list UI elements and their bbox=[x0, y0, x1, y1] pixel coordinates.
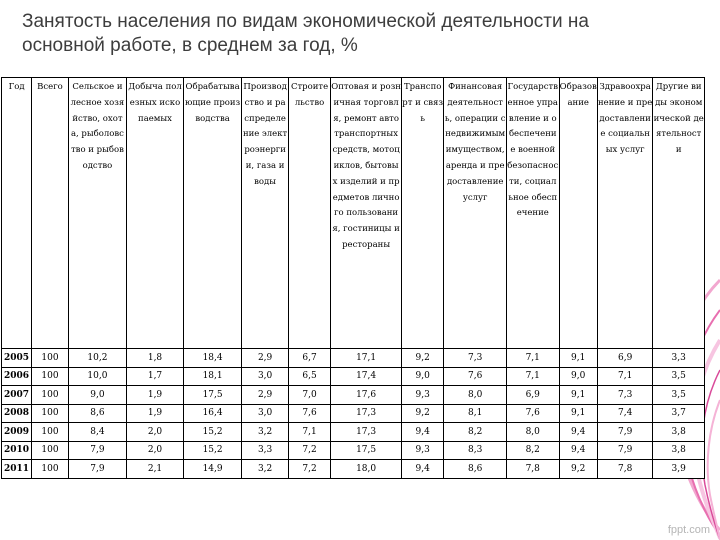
value-cell: 9,2 bbox=[559, 460, 597, 479]
value-cell: 8,2 bbox=[506, 441, 559, 460]
value-cell: 6,9 bbox=[506, 386, 559, 405]
value-cell: 8,3 bbox=[444, 441, 507, 460]
value-cell: 18,1 bbox=[183, 367, 242, 386]
column-header: Добыча полезных ископаемых bbox=[127, 78, 184, 349]
value-cell: 9,2 bbox=[401, 349, 443, 368]
value-cell: 3,3 bbox=[653, 349, 705, 368]
value-cell: 9,0 bbox=[68, 386, 127, 405]
table-row bbox=[2, 386, 705, 405]
value-cell: 2,9 bbox=[242, 386, 288, 405]
column-header: Транспорт и связь bbox=[401, 78, 443, 349]
column-header: Здравоохранение и предоставление социальных услуг bbox=[597, 78, 653, 349]
value-cell: 1,8 bbox=[127, 349, 184, 368]
year-cell: 2011 bbox=[2, 460, 32, 479]
value-cell: 100 bbox=[32, 349, 68, 368]
value-cell: 9,3 bbox=[401, 386, 443, 405]
value-cell: 7,6 bbox=[444, 367, 507, 386]
header-row bbox=[2, 78, 705, 349]
value-cell: 3,2 bbox=[242, 423, 288, 442]
value-cell: 6,9 bbox=[597, 349, 653, 368]
value-cell: 9,3 bbox=[401, 441, 443, 460]
value-cell: 15,2 bbox=[183, 441, 242, 460]
value-cell: 9,0 bbox=[559, 367, 597, 386]
value-cell: 3,8 bbox=[653, 441, 705, 460]
year-cell: 2010 bbox=[2, 441, 32, 460]
value-cell: 8,4 bbox=[68, 423, 127, 442]
value-cell: 7,8 bbox=[506, 460, 559, 479]
year-cell: 2005 bbox=[2, 349, 32, 368]
value-cell: 7,1 bbox=[506, 349, 559, 368]
column-header: Год bbox=[2, 78, 32, 349]
value-cell: 9,4 bbox=[401, 460, 443, 479]
value-cell: 17,5 bbox=[331, 441, 402, 460]
table-row bbox=[2, 367, 705, 386]
year-cell: 2007 bbox=[2, 386, 32, 405]
value-cell: 9,1 bbox=[559, 349, 597, 368]
value-cell: 18,0 bbox=[331, 460, 402, 479]
value-cell: 7,6 bbox=[506, 404, 559, 423]
value-cell: 8,1 bbox=[444, 404, 507, 423]
value-cell: 7,9 bbox=[597, 423, 653, 442]
column-header: Другие виды экономической деятельности bbox=[653, 78, 705, 349]
value-cell: 7,9 bbox=[68, 460, 127, 479]
value-cell: 10,2 bbox=[68, 349, 127, 368]
value-cell: 9,4 bbox=[401, 423, 443, 442]
value-cell: 9,4 bbox=[559, 423, 597, 442]
value-cell: 100 bbox=[32, 460, 68, 479]
value-cell: 17,5 bbox=[183, 386, 242, 405]
watermark: fppt.com bbox=[667, 524, 710, 536]
value-cell: 3,8 bbox=[653, 423, 705, 442]
value-cell: 2,0 bbox=[127, 423, 184, 442]
column-header: Всего bbox=[32, 78, 68, 349]
table-row bbox=[2, 460, 705, 479]
value-cell: 7,0 bbox=[288, 386, 330, 405]
value-cell: 17,3 bbox=[331, 423, 402, 442]
column-header: Обрабатывающие производства bbox=[183, 78, 242, 349]
column-header: Строительство bbox=[288, 78, 330, 349]
value-cell: 7,4 bbox=[597, 404, 653, 423]
value-cell: 15,2 bbox=[183, 423, 242, 442]
value-cell: 7,9 bbox=[597, 441, 653, 460]
value-cell: 9,0 bbox=[401, 367, 443, 386]
value-cell: 7,1 bbox=[288, 423, 330, 442]
value-cell: 3,0 bbox=[242, 367, 288, 386]
value-cell: 8,0 bbox=[506, 423, 559, 442]
column-header: Государственное управление и обеспечение военной безопасности, социальное обеспечение bbox=[506, 78, 559, 349]
value-cell: 14,9 bbox=[183, 460, 242, 479]
value-cell: 17,4 bbox=[331, 367, 402, 386]
value-cell: 17,1 bbox=[331, 349, 402, 368]
value-cell: 7,2 bbox=[288, 441, 330, 460]
value-cell: 9,1 bbox=[559, 386, 597, 405]
value-cell: 100 bbox=[32, 386, 68, 405]
value-cell: 2,0 bbox=[127, 441, 184, 460]
value-cell: 6,7 bbox=[288, 349, 330, 368]
value-cell: 100 bbox=[32, 367, 68, 386]
value-cell: 3,7 bbox=[653, 404, 705, 423]
value-cell: 7,3 bbox=[597, 386, 653, 405]
value-cell: 7,6 bbox=[288, 404, 330, 423]
table-row bbox=[2, 441, 705, 460]
column-header: Финансовая деятельность, операции с недвижимым имуществом, аренда и предоставление услуг bbox=[444, 78, 507, 349]
value-cell: 3,5 bbox=[653, 367, 705, 386]
value-cell: 17,3 bbox=[331, 404, 402, 423]
value-cell: 7,3 bbox=[444, 349, 507, 368]
table-row bbox=[2, 423, 705, 442]
value-cell: 10,0 bbox=[68, 367, 127, 386]
value-cell: 100 bbox=[32, 404, 68, 423]
value-cell: 7,8 bbox=[597, 460, 653, 479]
value-cell: 9,1 bbox=[559, 404, 597, 423]
value-cell: 6,5 bbox=[288, 367, 330, 386]
column-header: Оптовая и розничная торговля, ремонт автотранспортных средств, мотоциклов, бытовых изделий и предметов личного пользования, гостиницы и рестораны bbox=[331, 78, 402, 349]
value-cell: 100 bbox=[32, 441, 68, 460]
value-cell: 18,4 bbox=[183, 349, 242, 368]
value-cell: 2,1 bbox=[127, 460, 184, 479]
value-cell: 100 bbox=[32, 423, 68, 442]
value-cell: 3,5 bbox=[653, 386, 705, 405]
value-cell: 17,6 bbox=[331, 386, 402, 405]
column-header: Производство и распределение электроэнергии, газа и воды bbox=[242, 78, 288, 349]
table-row bbox=[2, 404, 705, 423]
year-cell: 2008 bbox=[2, 404, 32, 423]
value-cell: 1,9 bbox=[127, 386, 184, 405]
value-cell: 16,4 bbox=[183, 404, 242, 423]
value-cell: 8,2 bbox=[444, 423, 507, 442]
value-cell: 3,3 bbox=[242, 441, 288, 460]
value-cell: 7,2 bbox=[288, 460, 330, 479]
year-cell: 2006 bbox=[2, 367, 32, 386]
value-cell: 9,4 bbox=[559, 441, 597, 460]
value-cell: 8,0 bbox=[444, 386, 507, 405]
table-row bbox=[2, 349, 705, 368]
column-header: Сельское и лесное хозяйство, охота, рыболовство и рыбоводство bbox=[68, 78, 127, 349]
value-cell: 7,1 bbox=[506, 367, 559, 386]
value-cell: 8,6 bbox=[444, 460, 507, 479]
value-cell: 2,9 bbox=[242, 349, 288, 368]
value-cell: 1,7 bbox=[127, 367, 184, 386]
value-cell: 1,9 bbox=[127, 404, 184, 423]
employment-table bbox=[1, 77, 705, 479]
value-cell: 7,1 bbox=[597, 367, 653, 386]
value-cell: 8,6 bbox=[68, 404, 127, 423]
value-cell: 3,2 bbox=[242, 460, 288, 479]
year-cell: 2009 bbox=[2, 423, 32, 442]
value-cell: 9,2 bbox=[401, 404, 443, 423]
column-header: Образование bbox=[559, 78, 597, 349]
value-cell: 7,9 bbox=[68, 441, 127, 460]
value-cell: 3,0 bbox=[242, 404, 288, 423]
value-cell: 3,9 bbox=[653, 460, 705, 479]
page-title: Занятость населения по видам экономической деятельности на основной работе, в среднем за год, % bbox=[22, 11, 589, 56]
